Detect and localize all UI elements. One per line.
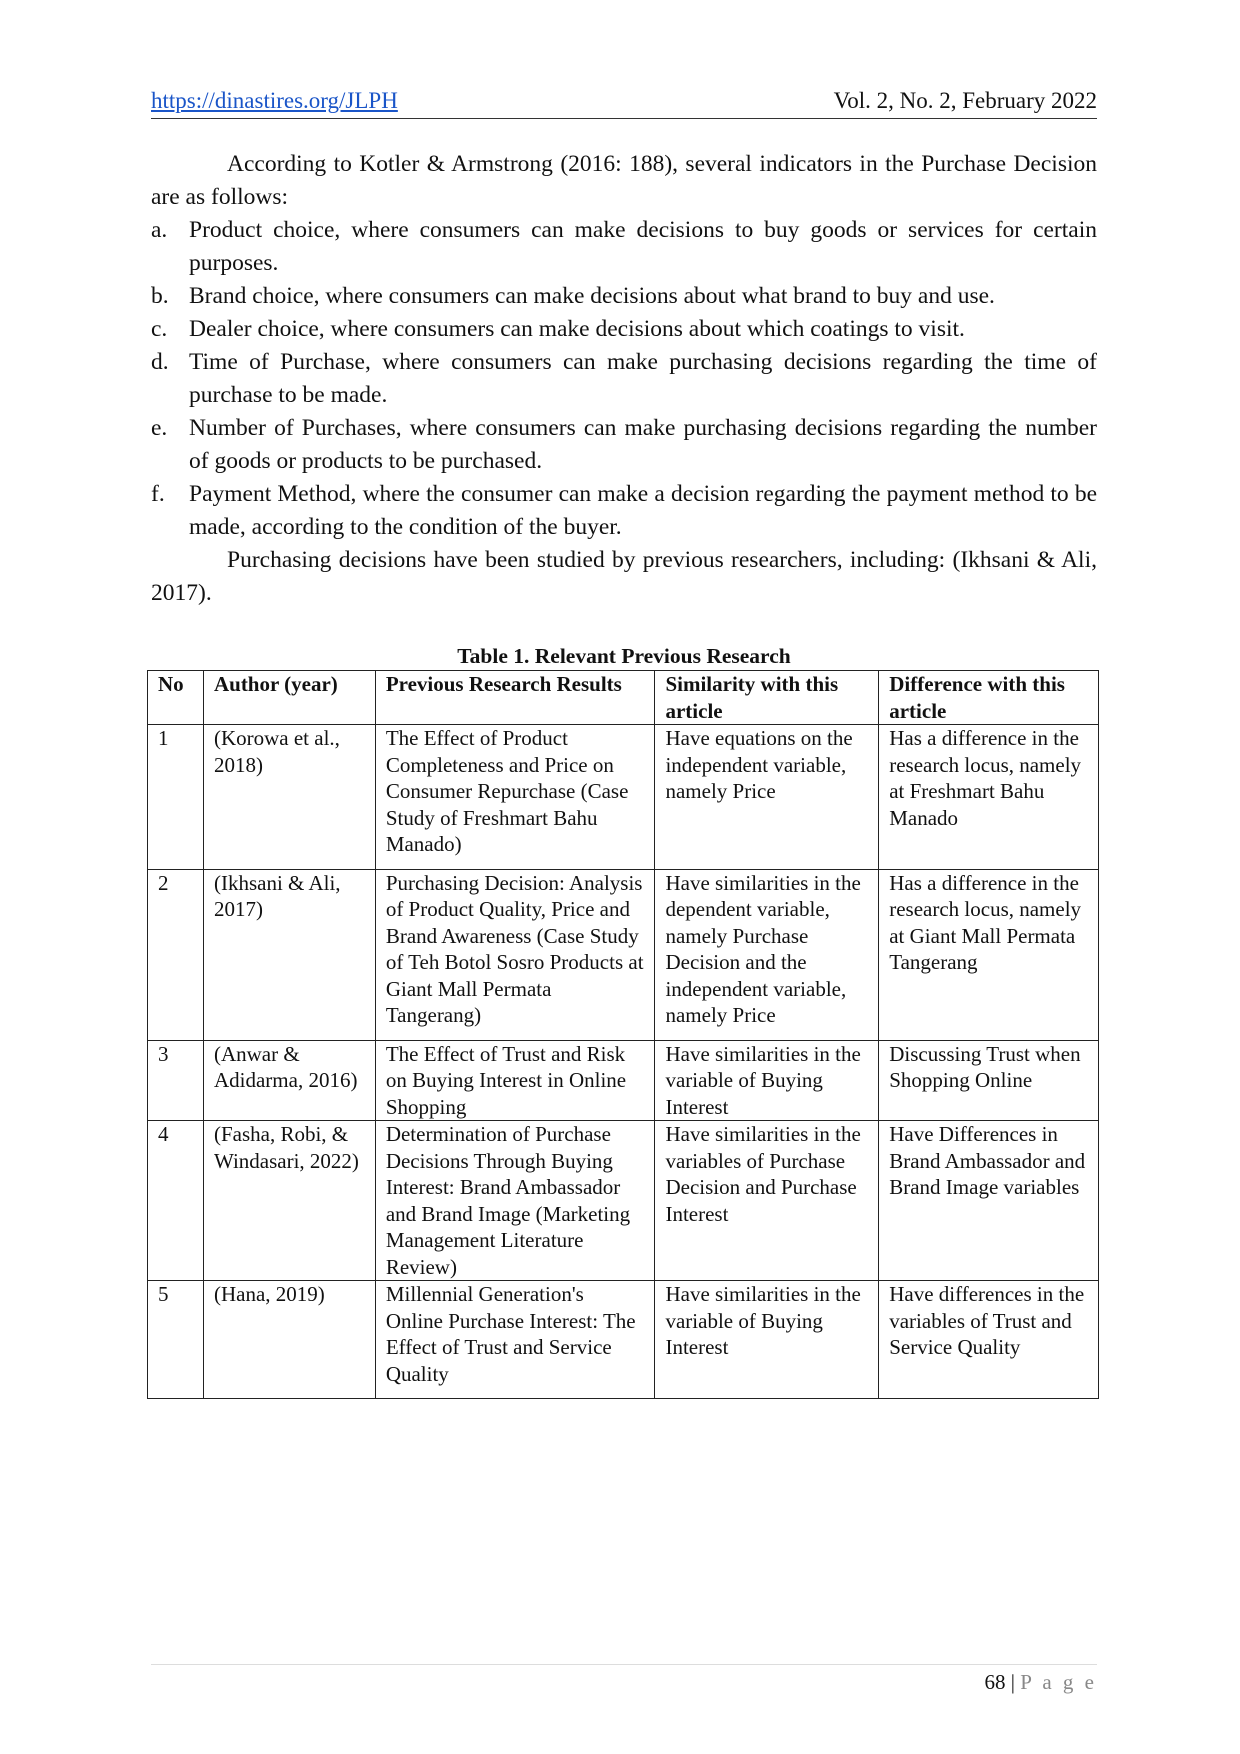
table-cell: Have Differences in Brand Ambassador and Brand Image variables [879,1121,1099,1281]
table-cell: (Hana, 2019) [203,1281,375,1399]
table-cell: 4 [148,1121,204,1281]
table-cell: Has a difference in the research locus, namely at Giant Mall Permata Tangerang [879,869,1099,1040]
footer-divider [151,1664,1097,1665]
table-cell: Have similarities in the variable of Buying Interest [655,1040,879,1121]
table-cell: The Effect of Trust and Risk on Buying Interest in Online Shopping [375,1040,655,1121]
previous-research-table [147,670,1099,1399]
table-row [148,869,1099,1040]
column-header: Author (year) [203,671,375,725]
table-cell: Purchasing Decision: Analysis of Product Quality, Price and Brand Awareness (Case Study of Teh Botol Sosro Products at Giant Mall Permata Tangerang) [375,869,655,1040]
list-item: c. Dealer choice, where consumers can make decisions about which coatings to visit. [151,316,965,342]
intro-paragraph: According to Kotler & Armstrong (2016: 188), several indicators in the Purchase Decision are as follows: [151,151,1097,210]
list-item: d. Time of Purchase, where consumers can make purchasing decisions regarding the time of purchase to be made. [151,349,1097,408]
table-cell: Have differences in the variables of Trust and Service Quality [879,1281,1099,1399]
volume-info: Vol. 2, No. 2, February 2022 [833,88,1097,113]
table-cell: 5 [148,1281,204,1399]
page-label: P a g e [1020,1670,1097,1694]
indicator-list [151,214,1097,544]
table-cell: 3 [148,1040,204,1121]
table-row [148,1121,1099,1281]
table-cell: (Fasha, Robi, & Windasari, 2022) [203,1121,375,1281]
table-row [148,725,1099,870]
table-caption: Table 1. Relevant Previous Research [457,644,791,668]
column-header: Previous Research Results [375,671,655,725]
table-cell: Have similarities in the variables of Purchase Decision and Purchase Interest [655,1121,879,1281]
list-item: e. Number of Purchases, where consumers can make purchasing decisions regarding the number of goods or products to be purchased. [151,415,1097,474]
table-cell: Have similarities in the dependent variable, namely Purchase Decision and the independent variable, namely Price [655,869,879,1040]
body-text [151,148,1097,610]
running-header [151,88,1097,119]
table-row [148,1040,1099,1121]
table-cell: 1 [148,725,204,870]
table-cell: Has a difference in the research locus, namely at Freshmart Bahu Manado [879,725,1099,870]
table-cell: Determination of Purchase Decisions Through Buying Interest: Brand Ambassador and Brand Image (Marketing Management Literature Review) [375,1121,655,1281]
closing-paragraph: Purchasing decisions have been studied by previous researchers, including: (Ikhsani & Ali, 2017). [151,547,1097,606]
column-header: Difference with this article [879,671,1099,725]
table-cell: (Ikhsani & Ali, 2017) [203,869,375,1040]
table-cell: Discussing Trust when Shopping Online [879,1040,1099,1121]
table-cell: Millennial Generation's Online Purchase Interest: The Effect of Trust and Service Quality [375,1281,655,1399]
page-footer [984,1670,1097,1695]
column-header: Similarity with this article [655,671,879,725]
list-item: b. Brand choice, where consumers can make decisions about what brand to buy and use. [151,283,995,309]
table-row [148,1281,1099,1399]
table-cell: (Anwar & Adidarma, 2016) [203,1040,375,1121]
table-cell: 2 [148,869,204,1040]
list-item: f. Payment Method, where the consumer can make a decision regarding the payment method to be made, according to the condition of the buyer. [151,481,1097,540]
journal-url-link[interactable]: https://dinastires.org/JLPH [151,88,398,113]
table-cell: Have similarities in the variable of Buying Interest [655,1281,879,1399]
table-cell: Have equations on the independent variable, namely Price [655,725,879,870]
footer-separator: | [1010,1670,1015,1694]
table-cell: (Korowa et al., 2018) [203,725,375,870]
table-cell: The Effect of Product Completeness and Price on Consumer Repurchase (Case Study of Freshmart Bahu Manado) [375,725,655,870]
page-number: 68 [984,1670,1006,1694]
column-header: No [148,671,204,725]
table-header-row [148,671,1099,725]
list-item: a. Product choice, where consumers can make decisions to buy goods or services for certain purposes. [151,217,1097,276]
